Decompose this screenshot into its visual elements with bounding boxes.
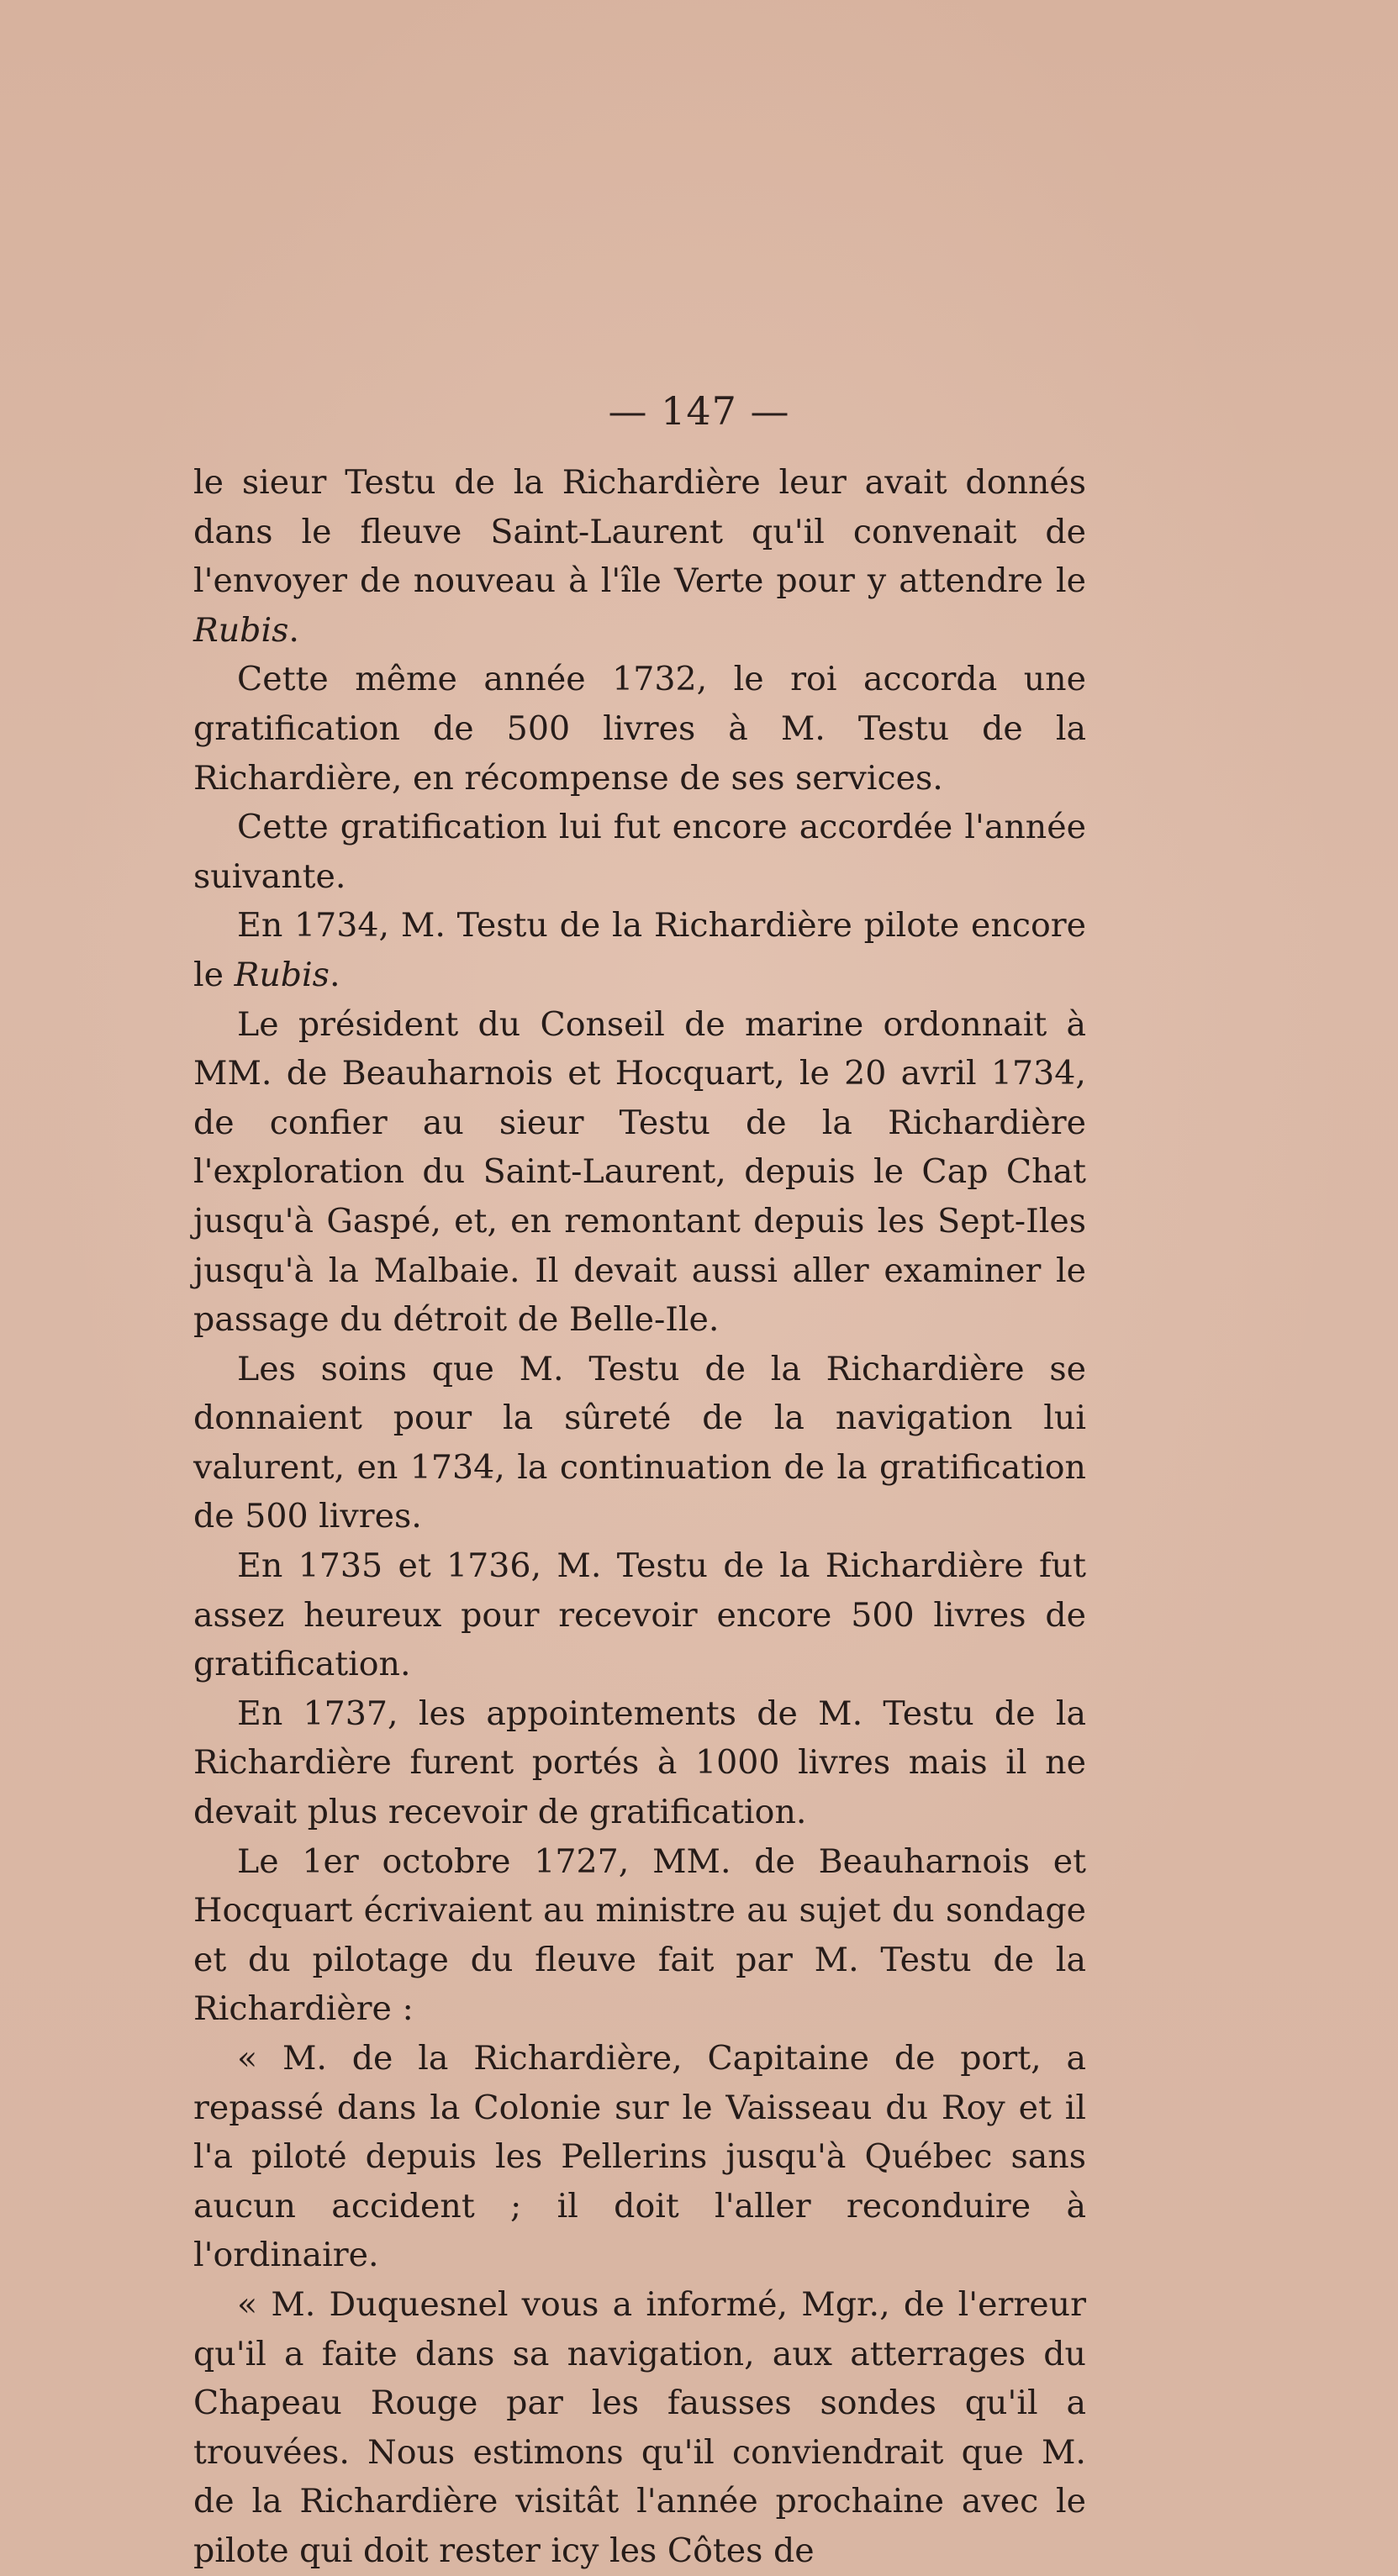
- paragraph-4: [193, 901, 1086, 999]
- paragraph-5: [193, 1000, 1086, 1345]
- quote-paragraph-1: [193, 2034, 1086, 2280]
- paragraph-text: En 1737, les appointements de M. Testu de la Richardière furent portés à 1000 livres mais il ne devait plus recevoir de gratification.: [193, 1694, 1086, 1832]
- paragraph-text: le sieur Testu de la Richardière leur avait donnés dans le fleuve Saint-Laurent qu'il convenait de l'envoyer de nouveau à l'île Verte pour y attendre le: [193, 463, 1086, 601]
- paragraph-text-end: .: [329, 955, 340, 994]
- ship-name: Rubis: [234, 955, 330, 994]
- paragraph-3: [193, 803, 1086, 901]
- paragraph-text: Cette gratification lui fut encore accordée l'année suivante.: [193, 808, 1086, 896]
- paragraph-text-end: .: [288, 610, 299, 650]
- paragraph-1: [193, 458, 1086, 655]
- paragraph-9: [193, 1837, 1086, 2034]
- paragraph-text: Cette même année 1732, le roi accorda une gratification de 500 livres à M. Testu de la Richardière, en récompense de ses services.: [193, 660, 1086, 798]
- paragraph-text: Les soins que M. Testu de la Richardière se donnaient pour la sûreté de la navigation lui valurent, en 1734, la continuation de la gratification de 500 livres.: [193, 1349, 1086, 1536]
- paragraph-2: [193, 655, 1086, 803]
- paragraph-8: [193, 1689, 1086, 1837]
- ship-name: Rubis: [193, 610, 289, 650]
- quote-paragraph-2: [193, 2280, 1086, 2576]
- paragraph-7: [193, 1541, 1086, 1689]
- page-body: [193, 458, 1086, 2576]
- paragraph-text: En 1734, M. Testu de la Richardière pilote encore le: [193, 906, 1086, 994]
- paragraph-text: « M. de la Richardière, Capitaine de port, a repassé dans la Colonie sur le Vaisseau du Roy et il l'a piloté depuis les Pellerins jusqu'à Québec sans aucun accident ; il doit l'aller reconduire à l'ordinaire.: [193, 2039, 1086, 2275]
- paragraph-text: « M. Duquesnel vous a informé, Mgr., de l'erreur qu'il a faite dans sa navigation, aux atterrages du Chapeau Rouge par les fausses sondes qu'il a trouvées. Nous estimons qu'il conviendrait que M. de la Richardière visitât l'année prochaine avec le pilote qui doit rester icy les Côtes de: [193, 2284, 1086, 2570]
- paragraph-text: Le 1er octobre 1727, MM. de Beauharnois et Hocquart écrivaient au ministre au sujet du sondage et du pilotage du fleuve fait par M. Testu de la Richardière :: [193, 1841, 1086, 2029]
- paragraph-6: [193, 1345, 1086, 1541]
- page-number: — 147 —: [608, 388, 790, 434]
- paragraph-text: Le président du Conseil de marine ordonnait à MM. de Beauharnois et Hocquart, le 20 avril 1734, de confier au sieur Testu de la Richardière l'exploration du Saint-Laurent, depuis le Cap Chat jusqu'à Gaspé, et, en remontant depuis les Sept-Iles jusqu'à la Malbaie. Il devait aussi aller examiner le passage du détroit de Belle-Ile.: [193, 1004, 1086, 1340]
- paragraph-text: En 1735 et 1736, M. Testu de la Richardière fut assez heureux pour recevoir encore 500 livres de gratification.: [193, 1546, 1086, 1684]
